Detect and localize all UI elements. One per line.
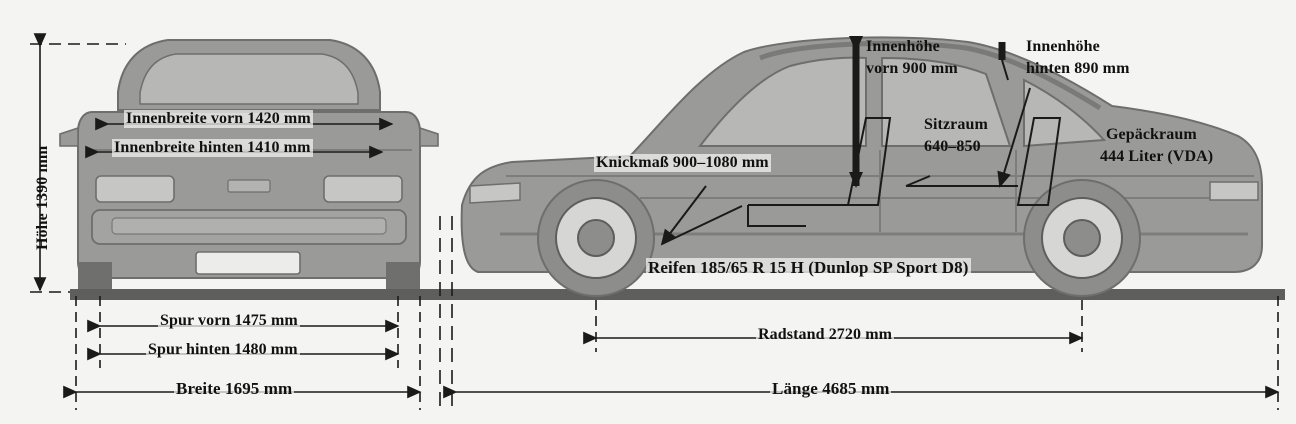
label-radstand: Radstand 2720 mm (758, 326, 893, 343)
label-sitzraum-line1: Sitzraum (924, 116, 988, 133)
front-view-car (60, 40, 438, 289)
label-innenhoehe-vorn-line1: Innenhöhe (866, 38, 940, 55)
label-gepaeckraum-line1: Gepäckraum (1106, 126, 1197, 143)
label-spur-vorn: Spur vorn 1475 mm (160, 312, 298, 329)
label-reifen: Reifen 185/65 R 15 H (Dunlop SP Sport D8) (648, 258, 969, 277)
label-innenbreite-hinten: Innenbreite hinten 1410 mm (114, 139, 311, 156)
label-innenhoehe-hinten-line2: hinten 890 mm (1026, 60, 1130, 77)
label-spur-hinten: Spur hinten 1480 mm (148, 341, 298, 358)
label-knickmass: Knickmaß 900–1080 mm (596, 154, 769, 171)
label-gepaeckraum-line2: 444 Liter (VDA) (1100, 148, 1214, 165)
label-hoehe: Höhe 1390 mm (34, 145, 51, 250)
label-breite: Breite 1695 mm (176, 379, 293, 398)
label-innenhoehe-vorn-line2: vorn 900 mm (866, 60, 958, 77)
label-innenbreite-vorn: Innenbreite vorn 1420 mm (126, 110, 311, 127)
label-sitzraum-line2: 640–850 (924, 138, 981, 155)
label-laenge: Länge 4685 mm (772, 379, 890, 398)
label-innenhoehe-hinten-line1: Innenhöhe (1026, 38, 1100, 55)
